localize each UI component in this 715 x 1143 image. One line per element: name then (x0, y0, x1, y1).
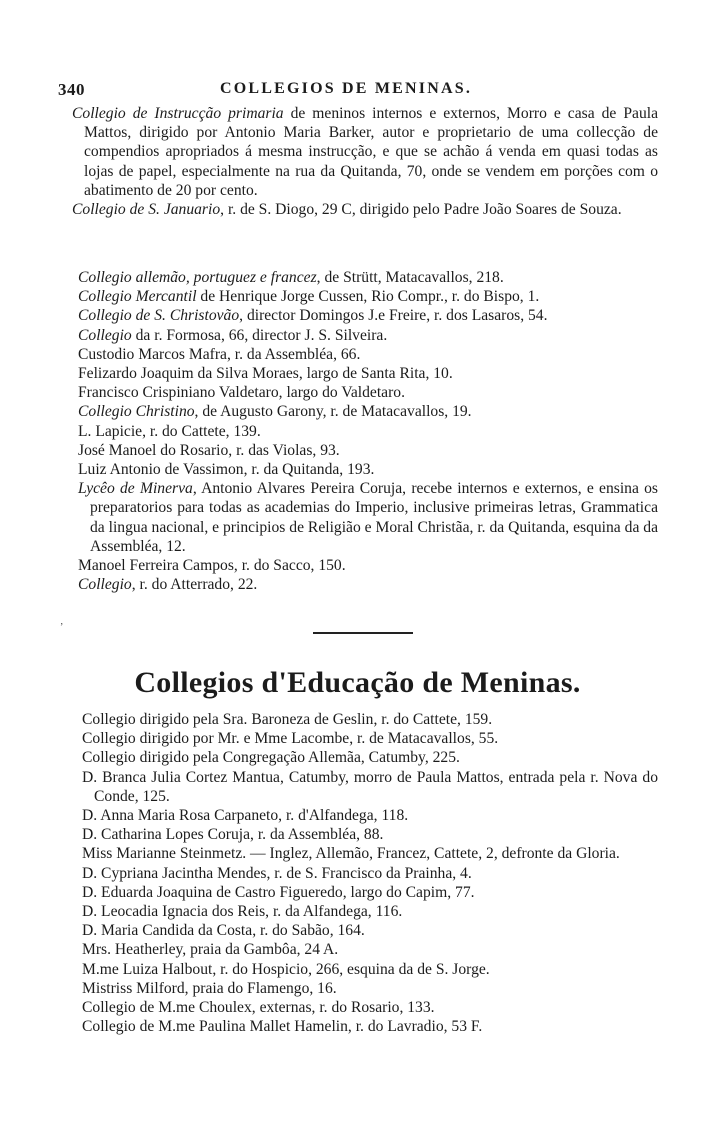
entry-name: Collegio de Instrucção primaria (72, 105, 284, 122)
list-item (78, 268, 658, 287)
entry-name: Collegio de S. Christovão (78, 307, 240, 325)
entry-details: José Manoel do Rosario, r. das Violas, 93. (78, 441, 340, 459)
entry-details: Custodio Marcos Mafra, r. da Assembléa, 66. (78, 345, 361, 363)
list-item: M.me Luiza Halbout, r. do Hospicio, 266, esquina da de S. Jorge. (82, 960, 490, 978)
list-item (78, 441, 658, 460)
list-item: D. Leocadia Ignacia dos Reis, r. da Alfandega, 116. (82, 903, 403, 921)
list-item (72, 200, 658, 219)
list-item (78, 422, 658, 441)
list-item: Collegio dirigido pela Sra. Baroneza de Geslin, r. do Cattete, 159. (82, 711, 493, 728)
list-item: Collegio dirigido pela Congregação Allemãa, Catumby, 225. (82, 749, 460, 767)
list-item (78, 364, 658, 383)
girls-schools-list (82, 710, 658, 1036)
list-item (78, 402, 658, 421)
entry-details: , director Domingos J.e Freire, r. dos Lasaros, 54. (239, 307, 548, 325)
list-item (78, 383, 658, 402)
list-item (78, 287, 658, 306)
list-item (78, 479, 658, 556)
margin-mark: ʼ (60, 622, 64, 633)
entry-name: Collegio Mercantil (78, 288, 197, 306)
section-heading: Collegios d'Educação de Meninas. (134, 666, 581, 699)
entry-details: , r. de S. Diogo, 29 C, dirigido pelo Padre João Soares de Souza. (220, 201, 622, 219)
entry-details: da r. Formosa, 66, director J. S. Silveira. (131, 326, 388, 344)
entry-name: Collegio (78, 576, 132, 594)
list-item: D. Anna Maria Rosa Carpaneto, r. d'Alfandega, 118. (82, 807, 409, 825)
list-item: D. Cypriana Jacintha Mendes, r. de S. Francisco da Prainha, 4. (82, 864, 472, 882)
list-item: Collegio dirigido por Mr. e Mme Lacombe, r. de Matacavallos, 55. (82, 730, 499, 748)
entry-details: , de Augusto Garony, r. de Matacavallos, 19. (194, 403, 472, 421)
entry-details: , r. do Atterrado, 22. (131, 576, 258, 594)
page-number: 340 (58, 80, 85, 99)
entry-details: de Henrique Jorge Cussen, Rio Compr., r. do Bispo, 1. (196, 288, 540, 306)
entry-details: Felizardo Joaquim da Silva Moraes, largo de Santa Rita, 10. (78, 365, 453, 383)
list-item: D. Eduarda Joaquina de Castro Figueredo, largo do Capim, 77. (82, 883, 475, 901)
running-head (58, 80, 658, 102)
list-item (78, 556, 658, 575)
entry-name: Collegio Christino (78, 403, 195, 421)
entry-details: de meninos internos e externos, Morro e casa de Paula Mattos, dirigido por Antonio Maria Barker, autor e proprietario de uma collecção de compendios apropriados á mesma instrucção, e que se achão á venda em quasi todas as lojas de papel, especialmente na rua da Quitanda, 70, onde se vendem em porções com o abatimento de 20 por cento. (84, 105, 658, 199)
list-item (72, 104, 658, 200)
list-item: Mistriss Milford, praia do Flamengo, 16. (82, 979, 337, 997)
entry-details: Manoel Ferreira Campos, r. do Sacco, 150. (78, 557, 346, 575)
list-item: D. Catharina Lopes Coruja, r. da Assembléa, 88. (82, 826, 384, 844)
entry-details: Luiz Antonio de Vassimon, r. da Quitanda, 193. (78, 461, 375, 479)
list-item (78, 345, 658, 364)
running-title: COLLEGIOS DE MENINAS. (220, 80, 473, 97)
entry-name: Collegio de S. Januario (72, 201, 221, 219)
list-item: Collegio de M.me Paulina Mallet Hamelin, r. do Lavradio, 53 F. (82, 1018, 483, 1036)
boys-schools-list-part2 (78, 268, 658, 594)
list-item: Mrs. Heatherley, praia da Gambôa, 24 A. (82, 941, 339, 959)
entry-details: Francisco Crispiniano Valdetaro, largo do Valdetaro. (78, 384, 405, 402)
list-item (78, 326, 658, 345)
list-item: D. Branca Julia Cortez Mantua, Catumby, morro de Paula Mattos, entrada pela r. Nova do Conde, 125. (82, 768, 658, 805)
entry-details: , de Strütt, Matacavallos, 218. (316, 269, 504, 286)
entry-details: L. Lapicie, r. do Cattete, 139. (78, 422, 261, 440)
list-item (78, 460, 658, 479)
section-divider (313, 632, 413, 634)
list-item: Miss Marianne Steinmetz. — Inglez, Allemão, Francez, Cattete, 2, defronte da Gloria. (82, 845, 620, 863)
list-item: D. Maria Candida da Costa, r. do Sabão, 164. (82, 922, 365, 940)
list-item: Collegio de M.me Choulex, externas, r. do Rosario, 133. (82, 999, 435, 1017)
entry-name: Lycêo de Minerva (78, 480, 193, 498)
entry-name: Collegio allemão, portuguez e francez (78, 269, 317, 286)
boys-schools-list-part1 (72, 104, 658, 219)
list-item (78, 575, 658, 594)
list-item (78, 306, 658, 325)
entry-name: Collegio (78, 326, 132, 344)
entry-details: , Antonio Alvares Pereira Coruja, recebe internos e externos, e ensina os preparatorios para todas as academias do Imperio, inclusive primeiras letras, Grammatica da lingua nacional, e principios de Religião e Moral Christãa, r. da Quitanda, esquina da da Assembléa, 12. (90, 480, 658, 555)
